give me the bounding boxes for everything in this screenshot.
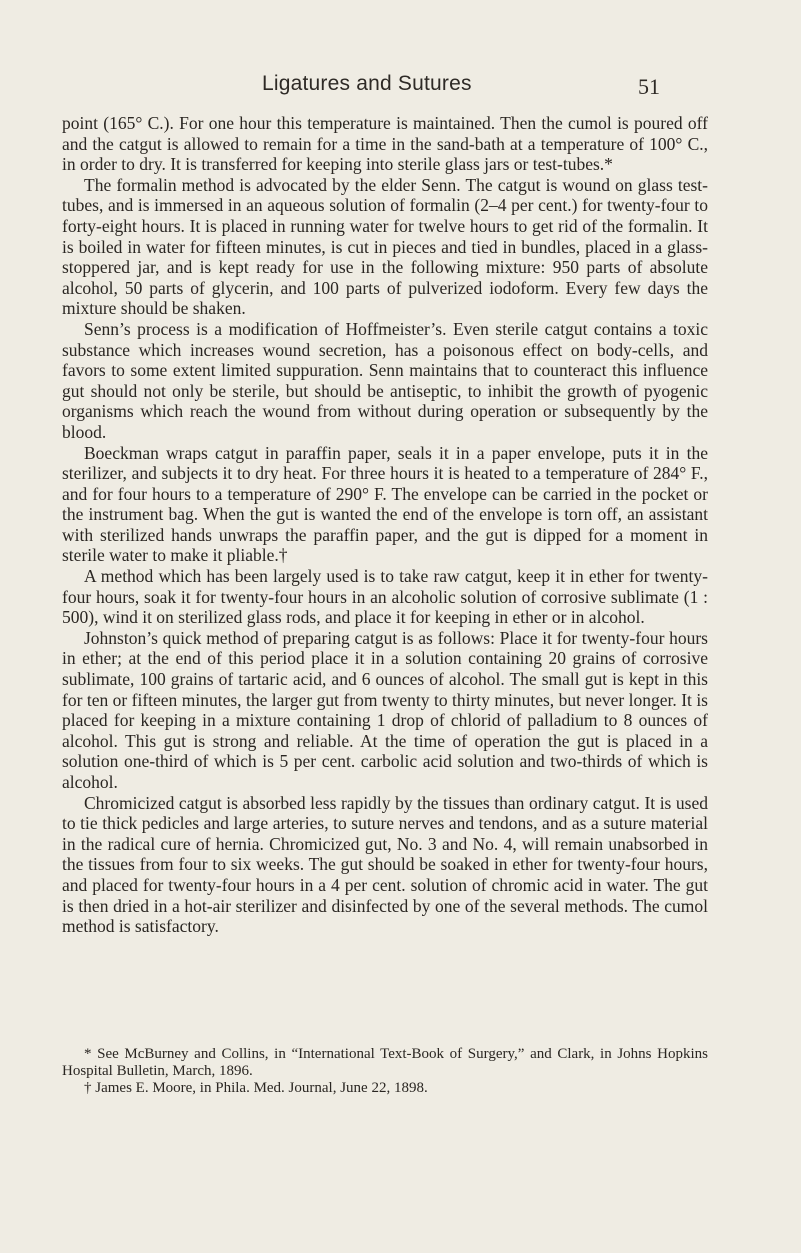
running-title: Ligatures and Sutures [262,72,472,95]
paragraph-johnston-method: Johnston’s quick method of preparing catgut is as follows: Place it for twenty-four hours in ether; at the end of this period place it in a solution containing 20 grains of corrosive sublimate, 100 grains of tartaric acid, and 6 ounces of alcohol. The small gut is kept in this for ten or fifteen minutes, the larger gut from twenty to thirty minutes, but never longer. It is placed for keeping in a mixture containing 1 drop of chlorid of palladium to 8 ounces of alcohol. This gut is strong and reliable. At the time of operation the gut is placed in a solution one-third of which is 5 per cent. carbolic acid solution and two-thirds of which is alcohol. [62,627,708,792]
footnotes [62,1046,708,1096]
paragraph-sublimate-method: A method which has been largely used is to take raw catgut, keep it in ether for twenty-four hours, soak it for twenty-four hours in an alcoholic solution of corrosive sublimate (1 : 500), wind it on sterilized glass rods, and place it for keeping in ether or in alcohol. [62,566,708,628]
paragraph-formalin-method: The formalin method is advocated by the elder Senn. The catgut is wound on glass test-tubes, and is immersed in an aqueous solution of formalin (2–4 per cent.) for twenty-four to forty-eight hours. It is placed in running water for twelve hours to get rid of the formalin. It is boiled in water for fifteen minutes, is cut in pieces and tied in bundles, placed in a glass-stoppered jar, and is kept ready for use in the following mixture: 950 parts of absolute alcohol, 50 parts of glycerin, and 100 parts of pulverized iodoform. Every few days the mixture should be shaken. [62,174,708,319]
page-header [0,72,801,102]
paragraph-senn-process: Senn’s process is a modification of Hoffmeister’s. Even sterile catgut contains a toxic substance which increases wound secretion, has a poisonous effect on body-cells, and favors to some extent limited suppuration. Senn maintains that to counteract this influence gut should not only be sterile, but should be antiseptic, to inhibit the growth of pyogenic organisms which reach the wound from without during operation or subsequently by the blood. [62,318,708,442]
body-text [62,113,708,937]
paragraph-chromicized-catgut: Chromicized catgut is absorbed less rapidly by the tissues than ordinary catgut. It is used to tie thick pedicles and large arteries, to suture nerves and tendons, and as a suture material in the radical cure of hernia. Chromicized gut, No. 3 and No. 4, will remain unabsorbed in the tissues from four to six weeks. The gut should be soaked in ether for twenty-four hours, and placed for twenty-four hours in a 4 per cent. solution of chromic acid in water. The gut is then dried in a hot-air sterilizer and disinfected by one of the several methods. The cumol method is satisfactory. [62,792,708,937]
page-number: 51 [638,74,660,99]
footnote-asterisk: * See McBurney and Collins, in “International Text-Book of Surgery,” and Clark, in Johns Hopkins Hospital Bulletin, March, 1896. [62,1046,708,1079]
footnote-dagger: † James E. Moore, in Phila. Med. Journal, June 22, 1898. [84,1079,428,1096]
paragraph-boeckman-method: Boeckman wraps catgut in paraffin paper, seals it in a paper envelope, puts it in the sterilizer, and subjects it to dry heat. For three hours it is heated to a temperature of 284° F., and for four hours to a temperature of 290° F. The envelope can be carried in the pocket or the instrument bag. When the gut is wanted the end of the envelope is torn off, an assistant with sterilized hands unwraps the paraffin paper, and the gut is dipped for a moment in sterile water to make it pliable.† [62,442,708,566]
paragraph-cumol-end: point (165° C.). For one hour this temperature is maintained. Then the cumol is poured off and the catgut is allowed to remain for a time in the sand-bath at a temperature of 100° C., in order to dry. It is transferred for keeping into sterile glass jars or test-tubes.* [62,113,708,175]
